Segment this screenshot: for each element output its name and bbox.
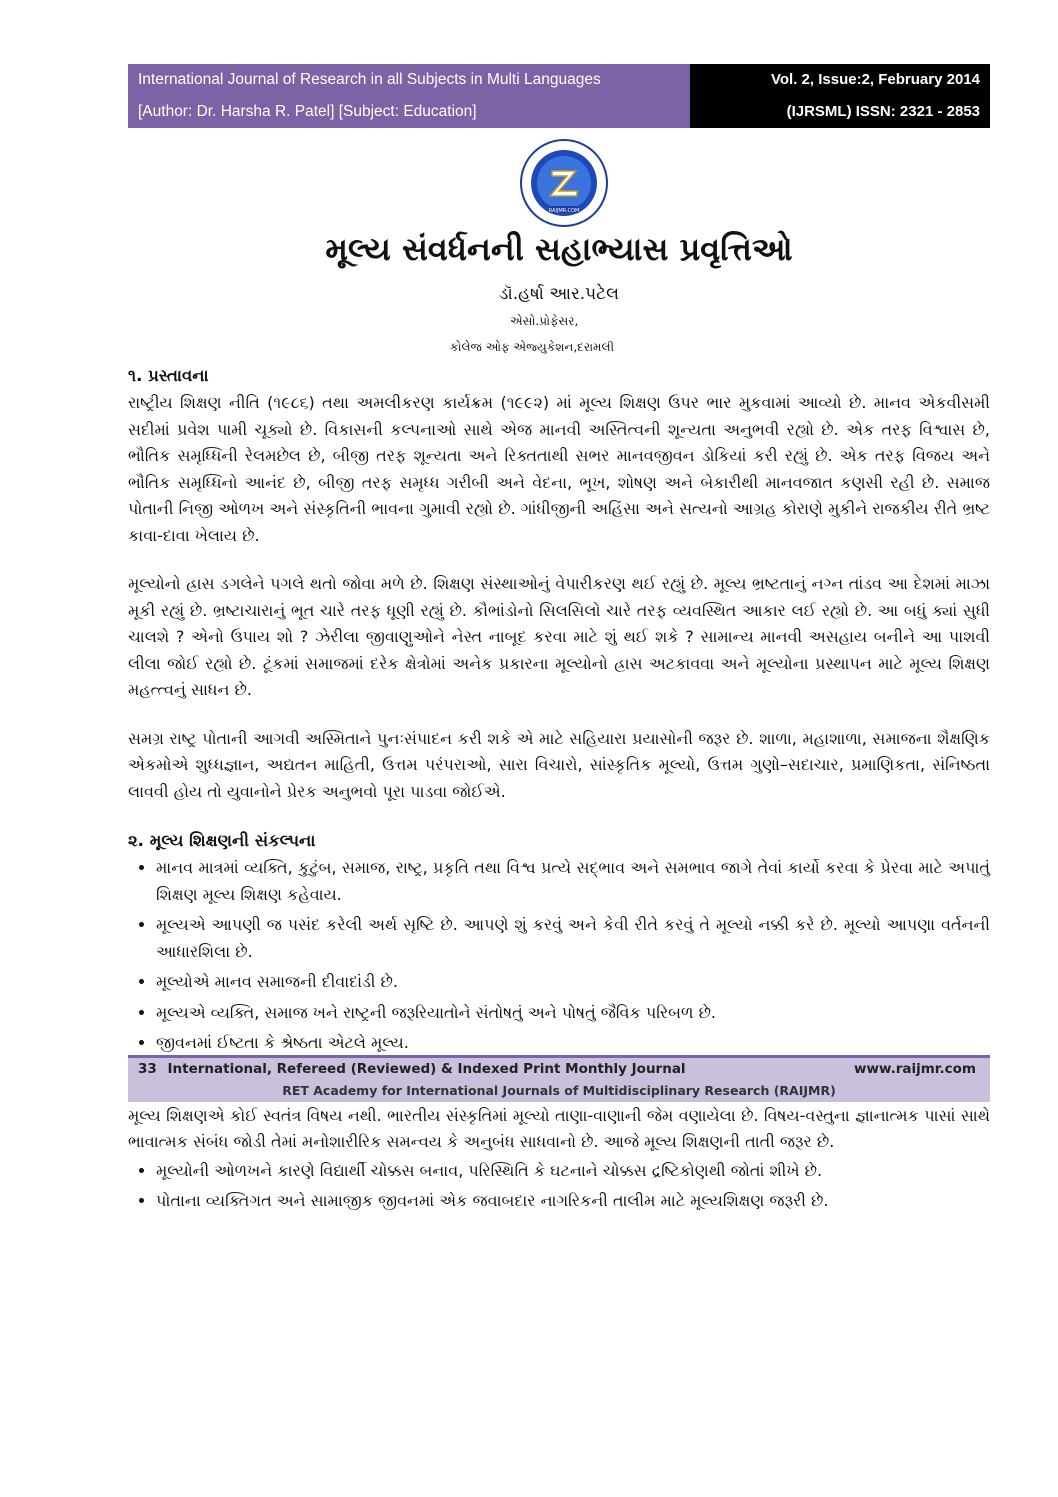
journal-seal-icon (519, 138, 609, 228)
footer-url-link[interactable]: www.raijmr.com (854, 1061, 976, 1077)
list-item: • મૂલ્યોએ માનવ સમાજની દીવાદાંડી છે. (156, 969, 990, 996)
logo-text: RAIJMR.COM (548, 208, 580, 214)
journal-name: International Journal of Research in all Subjects in Multi Languages (138, 71, 601, 88)
list-item: • જીવનમાં ઈષ્ટતા કે શ્રેષ્ઠતા એટલે મૂલ્ય. (156, 1030, 990, 1057)
section-1-heading: ૧. પ્રસ્તાવના (128, 366, 209, 385)
section-2-heading: ૨. મૂલ્ય શિક્ષણની સંકલ્પના (128, 831, 316, 850)
article-title: મૂલ્ય સંવર્ધનની સહાભ્યાસ પ્રવૃત્તિઓ (325, 230, 793, 268)
issn: (IJRSML) ISSN: 2321 - 2853 (786, 103, 980, 120)
list-item: • પોતાના વ્યક્તિગત અને સામાજીક જીવનમાં એક જવાબદાર નાગરિકની તાલીમ માટે મૂલ્યશિક્ષણ જરૂરી છે. (156, 1188, 990, 1215)
header-left-band (128, 64, 690, 128)
author-subject: [Author: Dr. Harsha R. Patel] [Subject: Education] (138, 103, 477, 120)
list-item: • મૂલ્યએ આપણી જ પસંદ કરેલી અર્થ સૃષ્ટિ છે. આપણે શું કરવું અને કેવી રીતે કરવું તે મૂલ્યો નક્કી કરે છે. મૂલ્યો આપણા વર્તનની આધારશિલા છે. (156, 912, 990, 965)
section-1-paragraph-3: સમગ્ર રાષ્ટ્ર પોતાની આગવી અસ્મિતાને પુનઃસંપાદન કરી શકે એ માટે સહિયારા પ્રયાસોની જરૂર છે. શાળા, મહાશાળા, સમાજના શૈક્ષણિક એકમોએ શુધ્ધજ્ઞાન, અદ્યતન માહિતી, ઉત્તમ પરંપરાઓ, સારા વિચારો, સાંસ્કૃતિક મૂલ્યો, ઉત્તમ ગુણો–સદાચાર, પ્રમાણિકતા, સંનિષ્ઠતા લાવવી હોય તો યુવાનોને પ્રેરક અનુભવો પૂરા પાડવા જોઈએ. (128, 728, 990, 801)
footer-tagline: International, Refereed (Reviewed) & Indexed Print Monthly Journal (167, 1061, 686, 1077)
footer-top-row (128, 1058, 990, 1080)
section-1-paragraph-2: મૂલ્યોનો હ્રાસ ડગલેને પગલે થતો જોવા મળે છે. શિક્ષણ સંસ્થાઓનું વેપારીકરણ થઈ રહ્યું છે. મૂલ્ય ભ્રષ્ટતાનું નગ્ન તાંડવ આ દેશમાં માઝા મૂકી રહ્યું છે. ભ્રષ્ટાચારાનું ભૂત ચારે તરફ ધૂણી રહ્યું છે. કૌભાંડોનો સિલસિલો ચારે તરફ વ્યવસ્થિત આકાર લઈ રહ્યો છે. આ બધું ક્યાં સુધી ચાલશે ? એનો ઉપાય શો ? ઝેરીલા જીવાણુઓને નેસ્ત નાબૂદ કરવા માટે શું થઈ શકે ? સામાન્ય માનવી અસહાય બનીને આ પાશવી લીલા જોઈ રહ્યો છે. ટૂંકમાં સમાજમાં દરેક ક્ષેત્રોમાં અનેક પ્રકારના મૂલ્યોનો હ્રાસ અટકાવવા અને મૂલ્યોના પ્રસ્થાપન માટે મૂલ્ય શિક્ષણ મહત્ત્વનું સાધન છે. (128, 574, 990, 699)
footer-academy: RET Academy for International Journals of Multidisciplinary Research (RAIJMR) (282, 1083, 836, 1098)
journal-footer (128, 1058, 990, 1102)
author-designation: એસો.પ્રોફેસર, (510, 314, 579, 328)
page-number: 33 (138, 1061, 157, 1077)
author-name: ડૉ.હર્ષા આર.પટેલ (499, 284, 619, 304)
section-3-paragraph-1: મૂલ્ય શિક્ષણએ કોઈ સ્વતંત્ર વિષય નથી. ભારતીય સંસ્કૃતિમાં મૂલ્યો તાણા-વાણાની જેમ વણાયેલા છે. વિષય-વસ્તુના જ્ઞાનાત્મક પાસાં સાથે ભાવાત્મક સંબંધ જોડી તેમાં મનોશારીરિક સમન્વય કે અનુબંધ સાધવાનો છે. આજે મૂલ્ય શિક્ષણની તાતી જરૂર છે. (128, 1105, 990, 1151)
author-college: કોલેજ ઓફ એજ્યુકેશન,દરામલી (450, 340, 615, 354)
list-item: • માનવ માત્રમાં વ્યક્તિ, કુટુંબ, સમાજ, રાષ્ટ્ર, પ્રકૃતિ તથા વિશ્વ પ્રત્યે સદ્ભાવ અને સમભાવ જાગે તેવાં કાર્યો કરવા કે પ્રેરવા માટે અપાતું શિક્ષણ મૂલ્ય શિક્ષણ કહેવાય. (156, 855, 990, 908)
section-3-list (128, 1158, 990, 1215)
journal-header (128, 64, 990, 128)
list-item: • મૂલ્યોની ઓળખને કારણે વિદ્યાર્થી ચોક્કસ બનાવ, પરિસ્થિતિ કે ઘટનાને ચોક્કસ દ્રષ્ટિકોણથી જોતાં શીખે છે. (156, 1158, 990, 1185)
header-right-band (690, 64, 990, 128)
section-1-paragraph-1: રાષ્ટ્રીય શિક્ષણ નીતિ (૧૯૮૬) તથા અમલીકરણ કાર્યક્રમ (૧૯૯૨) માં મૂલ્ય શિક્ષણ ઉપર ભાર મુકવામાં આવ્યો છે. માનવ એકવીસમી સદીમાં પ્રવેશ પામી ચૂક્યો છે. વિકાસની કલ્પનાઓ સાથે એજ માનવી અસ્તિત્વની શૂન્યતા અનુભવી રહ્યો છે. એક તરફ વિશ્વાસ છે, ભૌતિક સમૃધ્ધિની રેલમછેલ છે, બીજી તરફ શૂન્યતા અને રિક્તતાથી સભર માનવજીવન ડોકિયાં કરી રહ્યું છે. એક તરફ વિજય અને ભૌતિક સમૃધ્ધિનો આનંદ છે, બીજી તરફ સમૃધ્ધ ગરીબી અને વેદના, ભૂખ, શોષણ અને બેકારીથી માનવજાત કણસી રહી છે. સમાજ પોતાની નિજી ઓળખ અને સંસ્કૃતિની ભાવના ગુમાવી રહ્યો છે. ગાંધીજીની અહિંસા અને સત્યનો આગ્રહ કોરાણે મુકીને રાજકીય રીતે ભ્રષ્ટ કાવા-દાવા ખેલાય છે. (128, 393, 990, 545)
list-item: • મૂલ્યએ વ્યક્તિ, સમાજ ખને રાષ્ટ્રની જરૂરિયાતોને સંતોષતું અને પોષતું જૈવિક પરિબળ છે. (156, 1000, 990, 1027)
volume-issue: Vol. 2, Issue:2, February 2014 (771, 71, 980, 88)
section-2-list (128, 855, 990, 1057)
